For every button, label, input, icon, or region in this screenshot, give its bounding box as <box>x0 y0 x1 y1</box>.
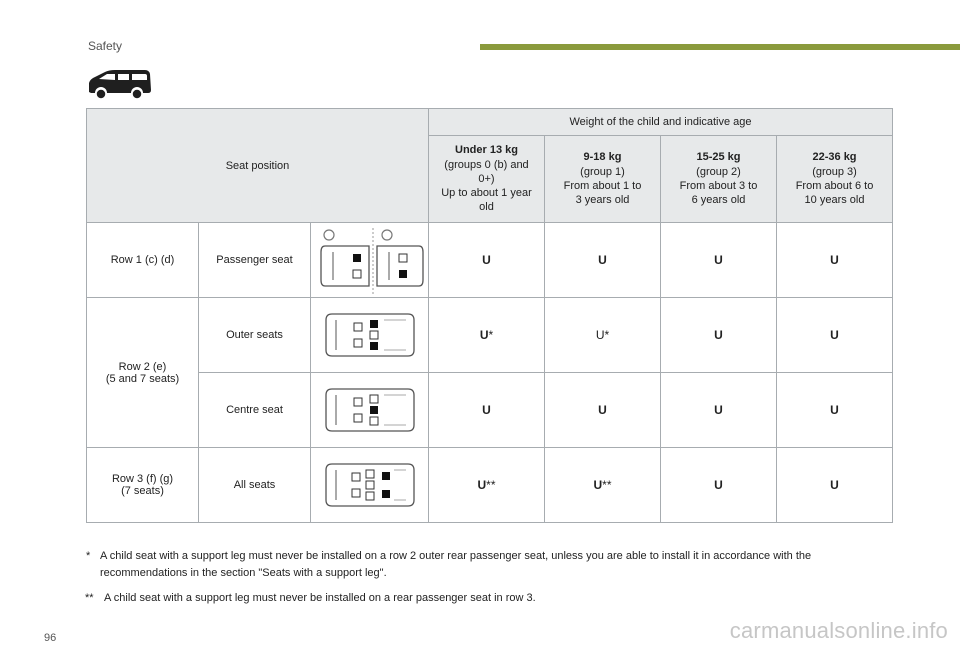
seat-position-header: Seat position <box>87 109 429 223</box>
value-cell: U <box>429 373 545 448</box>
table-row <box>87 298 893 373</box>
watermark: carmanualsonline.info <box>729 618 948 643</box>
table-row <box>87 223 893 298</box>
footnote: * A child seat with a support leg must never be installed on a row 2 outer rear passenger seat, unless you are able to install it in accordance with the recommendations in the section "Seats with a support leg". <box>86 550 812 579</box>
value-cell: U <box>545 223 661 298</box>
section-title: Safety <box>88 39 123 53</box>
value-cell: U* <box>545 298 661 373</box>
seat-label: Outer seats <box>199 298 311 373</box>
group-header-0: Under 13 kg (groups 0 (b) and 0+) Up to about 1 year old <box>429 136 545 223</box>
value-cell: U <box>777 373 893 448</box>
value-cell: U <box>429 223 545 298</box>
value-cell: U <box>661 298 777 373</box>
value-cell: U <box>777 223 893 298</box>
seat-diagram <box>311 373 429 448</box>
table-row <box>87 448 893 523</box>
seat-diagram-row1-icon <box>313 224 427 296</box>
weight-header: Weight of the child and indicative age <box>429 109 893 136</box>
seat-diagram <box>311 298 429 373</box>
value-cell: U** <box>429 448 545 523</box>
row-label: Row 2 (e) (5 and 7 seats) <box>87 298 199 448</box>
seat-diagram-row2-outer-icon <box>322 310 418 360</box>
page-number: 96 <box>44 632 57 644</box>
value-cell: U <box>661 373 777 448</box>
child-seat-table <box>86 108 893 523</box>
car-icon <box>85 68 153 100</box>
seat-diagram <box>311 223 429 298</box>
seat-diagram-row2-centre-icon <box>322 385 418 435</box>
row-label: Row 3 (f) (g) (7 seats) <box>87 448 199 523</box>
seat-diagram-row3-icon <box>322 460 418 510</box>
value-cell: U** <box>545 448 661 523</box>
group-header-3: 22-36 kg (group 3) From about 6 to 10 years old <box>777 136 893 223</box>
value-cell: U <box>545 373 661 448</box>
value-cell: U <box>661 448 777 523</box>
group-header-1: 9-18 kg (group 1) From about 1 to 3 years old <box>545 136 661 223</box>
group-header-2: 15-25 kg (group 2) From about 3 to 6 years old <box>661 136 777 223</box>
value-cell: U <box>777 298 893 373</box>
value-cell: U <box>777 448 893 523</box>
footnotes <box>86 548 892 607</box>
value-cell: U <box>661 223 777 298</box>
seat-diagram <box>311 448 429 523</box>
footnote: ** A child seat with a support leg must never be installed on a rear passenger seat in row 3. <box>85 592 536 604</box>
seat-label: Passenger seat <box>199 223 311 298</box>
seat-label: Centre seat <box>199 373 311 448</box>
section-accent-bar <box>480 44 960 50</box>
table-row <box>87 373 893 448</box>
seat-label: All seats <box>199 448 311 523</box>
row-label: Row 1 (c) (d) <box>87 223 199 298</box>
value-cell: U* <box>429 298 545 373</box>
